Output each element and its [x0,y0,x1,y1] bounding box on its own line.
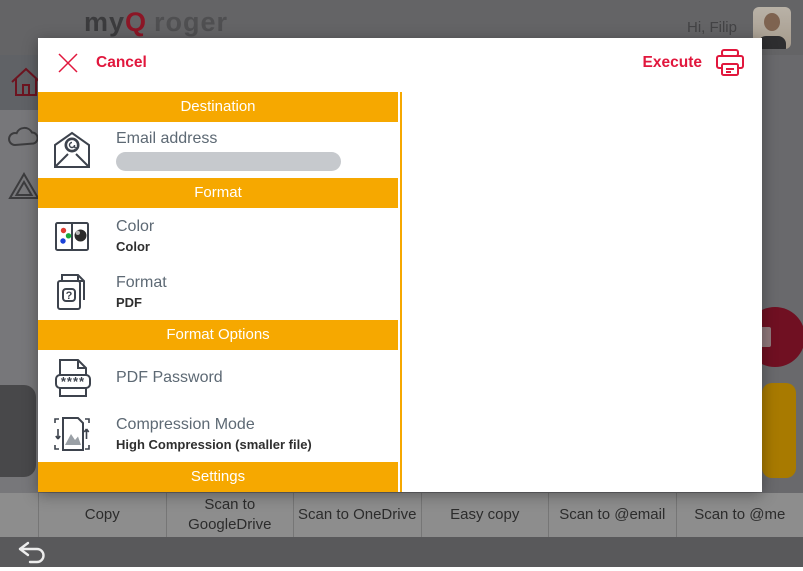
tab-scan-to-googledrive[interactable]: Scan to GoogleDrive [166,493,294,537]
email-address-row[interactable] [38,122,400,178]
tab-easy-copy[interactable]: Easy copy [421,493,549,537]
tab-scan-to-me[interactable]: Scan to @me [676,493,803,537]
action-tab-bar [0,493,803,537]
avatar-body [758,36,786,49]
cancel-label: Cancel [96,54,147,71]
compression-icon [50,412,94,456]
tab-copy[interactable]: Copy [38,493,166,537]
printer-icon [714,48,746,78]
scan-settings-dialog [38,38,762,492]
section-header-destination: Destination [38,92,398,122]
logo-text-roger: roger [154,7,229,37]
background-tile-dark[interactable] [0,385,36,477]
bottom-nav-bar [0,537,803,567]
section-header-settings: Settings [38,462,398,492]
execute-button[interactable] [643,48,746,78]
app-logo [84,6,228,38]
pdf-password-row[interactable] [38,350,400,406]
back-button[interactable] [16,540,46,564]
color-mode-label: Color [116,218,155,235]
section-header-format-options: Format Options [38,320,398,350]
background-tile-orange[interactable] [762,383,796,478]
color-mode-icon [50,214,94,258]
execute-label: Execute [642,54,702,71]
compression-mode-value: High Compression (smaller file) [116,437,312,452]
file-format-value: PDF [116,295,142,310]
color-mode-row[interactable] [38,208,400,264]
settings-list [38,92,402,492]
email-at-icon [50,128,94,172]
cloud-icon[interactable] [6,123,40,151]
dialog-body [38,92,762,492]
logo-text-my: my [84,7,126,37]
compression-mode-label: Compression Mode [116,416,255,433]
section-header-format: Format [38,178,398,208]
user-greeting: Hi, Filip [686,19,737,36]
google-drive-icon[interactable] [7,170,41,204]
cancel-button[interactable] [55,50,147,76]
bottom-strip [0,567,803,571]
file-format-label: Format [116,274,167,291]
compression-mode-row[interactable] [38,406,400,462]
tab-bar-spacer [0,493,38,537]
tab-scan-to-email[interactable]: Scan to @email [548,493,676,537]
pdf-password-icon [50,356,94,400]
close-x-icon [55,50,81,76]
pdf-password-label: PDF Password [116,369,223,386]
dialog-preview-pane [402,92,762,492]
email-address-label: Email address [116,129,218,147]
file-format-icon [50,270,94,314]
tab-scan-to-onedrive[interactable]: Scan to OneDrive [293,493,421,537]
svg-text:****: **** [60,374,86,389]
avatar-head [764,13,780,31]
dialog-toolbar [38,38,762,92]
logo-text-q: Q [125,7,148,37]
color-mode-value: Color [116,239,150,254]
email-value-redacted [116,152,341,171]
sidebar-item-home[interactable] [0,55,38,110]
file-format-row[interactable] [38,264,400,320]
svg-text:?: ? [65,290,73,302]
